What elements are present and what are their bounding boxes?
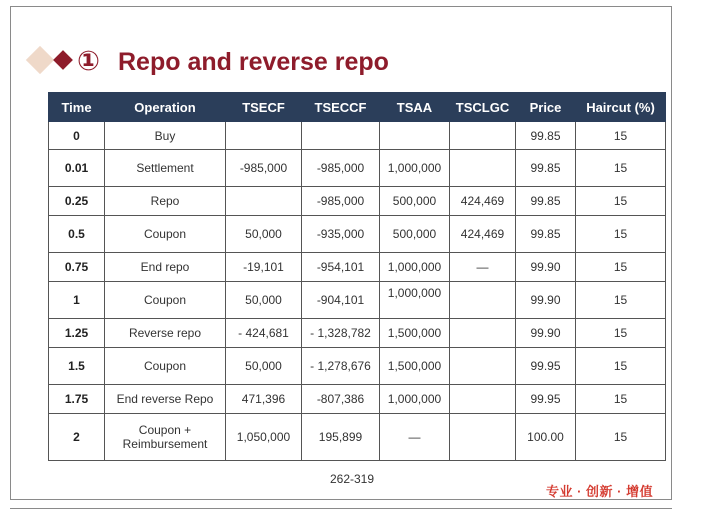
cell-operation: Coupon + Reimbursement <box>105 414 226 461</box>
cell-tseccf: -807,386 <box>302 385 380 414</box>
table-row <box>49 414 666 461</box>
table-row <box>49 187 666 216</box>
cell-operation: Coupon <box>105 282 226 319</box>
cell-operation: End reverse Repo <box>105 385 226 414</box>
cell-operation: Repo <box>105 187 226 216</box>
cell-tseccf: - 1,278,676 <box>302 348 380 385</box>
cell-tsaa: 1,000,000 <box>380 150 450 187</box>
cell-tsclgc: — <box>450 253 516 282</box>
cell-haircut: 15 <box>576 319 666 348</box>
cell-operation: End repo <box>105 253 226 282</box>
cell-price: 99.85 <box>516 187 576 216</box>
table-row <box>49 319 666 348</box>
cell-tsaa: 1,000,000 <box>380 253 450 282</box>
table-row <box>49 253 666 282</box>
cell-haircut: 15 <box>576 216 666 253</box>
cell-time: 0.75 <box>49 253 105 282</box>
cell-tsecf: -985,000 <box>226 150 302 187</box>
header-tsecf: TSECF <box>226 93 302 122</box>
cell-time: 2 <box>49 414 105 461</box>
table-row <box>49 282 666 319</box>
cell-tsaa: 1,500,000 <box>380 348 450 385</box>
cell-tsecf: 1,050,000 <box>226 414 302 461</box>
header-price: Price <box>516 93 576 122</box>
slide-title <box>22 44 642 84</box>
cell-time: 1.75 <box>49 385 105 414</box>
cell-time: 0.25 <box>49 187 105 216</box>
header-operation: Operation <box>105 93 226 122</box>
cell-price: 99.95 <box>516 348 576 385</box>
cell-price: 99.95 <box>516 385 576 414</box>
cell-tsclgc: 424,469 <box>450 187 516 216</box>
cell-tseccf: -985,000 <box>302 187 380 216</box>
cell-operation: Coupon <box>105 216 226 253</box>
bottom-divider <box>10 508 672 509</box>
header-tsclgc: TSCLGC <box>450 93 516 122</box>
cell-time: 1.5 <box>49 348 105 385</box>
cell-time: 0.01 <box>49 150 105 187</box>
cell-tsclgc <box>450 385 516 414</box>
cell-tsaa <box>380 122 450 150</box>
cell-tsclgc <box>450 414 516 461</box>
cell-tsclgc <box>450 122 516 150</box>
page-range: 262-319 <box>329 472 375 486</box>
cell-tsecf: - 424,681 <box>226 319 302 348</box>
cell-tseccf: -904,101 <box>302 282 380 319</box>
cell-tsaa: — <box>380 414 450 461</box>
cell-price: 99.90 <box>516 319 576 348</box>
cell-tsecf <box>226 187 302 216</box>
header-tseccf: TSECCF <box>302 93 380 122</box>
cell-tsecf: 50,000 <box>226 348 302 385</box>
cell-tsaa: 1,000,000 <box>380 282 450 319</box>
repo-table <box>48 92 666 461</box>
cell-haircut: 15 <box>576 385 666 414</box>
cell-haircut: 15 <box>576 348 666 385</box>
cell-tseccf <box>302 122 380 150</box>
cell-price: 99.85 <box>516 122 576 150</box>
header-time: Time <box>49 93 105 122</box>
cell-tsaa: 1,500,000 <box>380 319 450 348</box>
cell-tsclgc <box>450 282 516 319</box>
cell-tsaa: 1,000,000 <box>380 385 450 414</box>
cell-haircut: 15 <box>576 282 666 319</box>
cell-tsaa: 500,000 <box>380 216 450 253</box>
cell-tsecf: 471,396 <box>226 385 302 414</box>
cell-haircut: 15 <box>576 414 666 461</box>
cell-tsecf <box>226 122 302 150</box>
diamond-bullet-accent-icon <box>53 50 73 70</box>
cell-tsecf: 50,000 <box>226 282 302 319</box>
header-tsaa: TSAA <box>380 93 450 122</box>
diamond-bullet-icon <box>26 46 54 74</box>
cell-time: 1 <box>49 282 105 319</box>
cell-tsecf: -19,101 <box>226 253 302 282</box>
title-number: ① <box>77 46 100 76</box>
cell-time: 1.25 <box>49 319 105 348</box>
cell-operation: Buy <box>105 122 226 150</box>
cell-price: 99.90 <box>516 282 576 319</box>
cell-tsclgc: 424,469 <box>450 216 516 253</box>
cell-haircut: 15 <box>576 122 666 150</box>
cell-price: 100.00 <box>516 414 576 461</box>
table-row <box>49 150 666 187</box>
cell-haircut: 15 <box>576 187 666 216</box>
cell-tsaa: 500,000 <box>380 187 450 216</box>
table-row <box>49 216 666 253</box>
cell-tseccf: -935,000 <box>302 216 380 253</box>
table-row <box>49 385 666 414</box>
cell-operation: Coupon <box>105 348 226 385</box>
cell-operation: Settlement <box>105 150 226 187</box>
cell-tsclgc <box>450 150 516 187</box>
cell-tseccf: -954,101 <box>302 253 380 282</box>
cell-tseccf: -985,000 <box>302 150 380 187</box>
cell-time: 0.5 <box>49 216 105 253</box>
cell-operation: Reverse repo <box>105 319 226 348</box>
cell-tsclgc <box>450 319 516 348</box>
cell-tsecf: 50,000 <box>226 216 302 253</box>
cell-price: 99.85 <box>516 150 576 187</box>
header-haircut: Haircut (%) <box>576 93 666 122</box>
cell-price: 99.90 <box>516 253 576 282</box>
cell-haircut: 15 <box>576 150 666 187</box>
cell-tsclgc <box>450 348 516 385</box>
cell-haircut: 15 <box>576 253 666 282</box>
table-header-row <box>49 93 666 122</box>
cell-tseccf: 195,899 <box>302 414 380 461</box>
cell-price: 99.85 <box>516 216 576 253</box>
table-row <box>49 348 666 385</box>
title-text: Repo and reverse repo <box>118 48 389 76</box>
footer-slogan: 专业 · 创新 · 增值 <box>546 484 654 499</box>
cell-tseccf: - 1,328,782 <box>302 319 380 348</box>
cell-time: 0 <box>49 122 105 150</box>
table-row <box>49 122 666 150</box>
